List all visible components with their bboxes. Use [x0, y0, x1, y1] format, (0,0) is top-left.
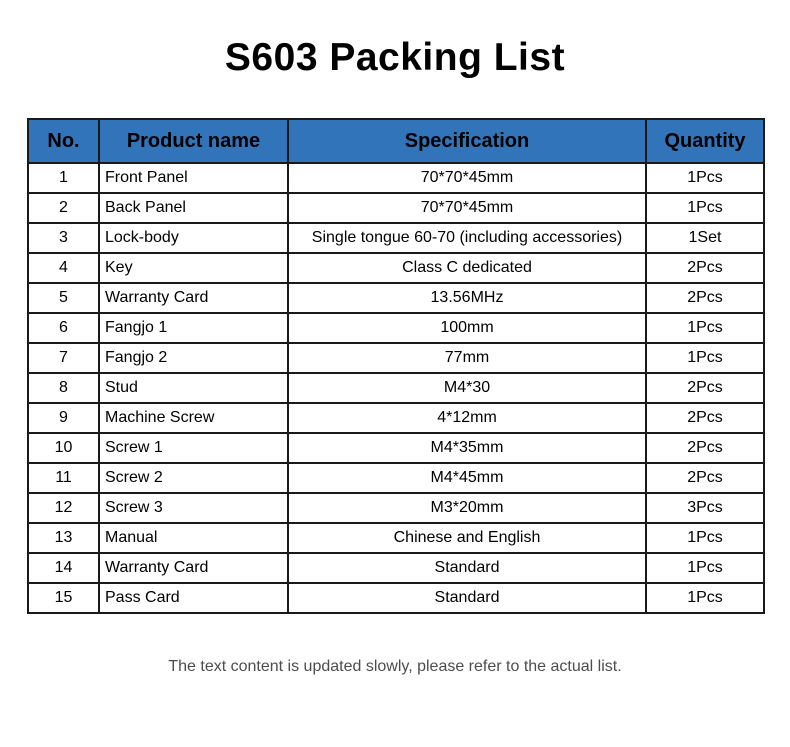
cell-specification: M4*30 — [288, 373, 646, 403]
column-header-quantity: Quantity — [646, 119, 764, 163]
cell-no: 12 — [28, 493, 99, 523]
cell-quantity: 2Pcs — [646, 463, 764, 493]
cell-specification: Class C dedicated — [288, 253, 646, 283]
cell-product-name: Fangjo 1 — [99, 313, 288, 343]
cell-no: 1 — [28, 163, 99, 193]
cell-quantity: 1Pcs — [646, 313, 764, 343]
cell-no: 7 — [28, 343, 99, 373]
cell-specification: M4*45mm — [288, 463, 646, 493]
packing-list-table — [27, 118, 765, 614]
cell-product-name: Lock-body — [99, 223, 288, 253]
cell-no: 13 — [28, 523, 99, 553]
table-row — [28, 523, 764, 553]
cell-product-name: Back Panel — [99, 193, 288, 223]
table-row — [28, 373, 764, 403]
table-row — [28, 553, 764, 583]
cell-specification: Chinese and English — [288, 523, 646, 553]
table-row — [28, 493, 764, 523]
cell-product-name: Warranty Card — [99, 553, 288, 583]
cell-product-name: Key — [99, 253, 288, 283]
cell-specification: 4*12mm — [288, 403, 646, 433]
cell-specification: 70*70*45mm — [288, 193, 646, 223]
table-row — [28, 193, 764, 223]
cell-quantity: 1Pcs — [646, 163, 764, 193]
cell-quantity: 2Pcs — [646, 253, 764, 283]
cell-product-name: Machine Screw — [99, 403, 288, 433]
footer-note: The text content is updated slowly, please refer to the actual list. — [168, 658, 622, 675]
cell-product-name: Stud — [99, 373, 288, 403]
table-row — [28, 253, 764, 283]
header-row — [28, 119, 764, 163]
cell-product-name: Manual — [99, 523, 288, 553]
table-row — [28, 343, 764, 373]
cell-specification: M4*35mm — [288, 433, 646, 463]
cell-quantity: 2Pcs — [646, 403, 764, 433]
cell-specification: M3*20mm — [288, 493, 646, 523]
cell-quantity: 2Pcs — [646, 433, 764, 463]
column-header-product-name: Product name — [99, 119, 288, 163]
cell-product-name: Warranty Card — [99, 283, 288, 313]
table-header — [28, 119, 764, 163]
cell-quantity: 1Pcs — [646, 193, 764, 223]
cell-specification: Single tongue 60-70 (including accessories) — [288, 223, 646, 253]
table-row — [28, 313, 764, 343]
cell-quantity: 1Set — [646, 223, 764, 253]
cell-product-name: Pass Card — [99, 583, 288, 613]
cell-specification: Standard — [288, 583, 646, 613]
cell-quantity: 2Pcs — [646, 373, 764, 403]
table-row — [28, 403, 764, 433]
table-row — [28, 163, 764, 193]
cell-no: 6 — [28, 313, 99, 343]
cell-no: 3 — [28, 223, 99, 253]
cell-product-name: Screw 2 — [99, 463, 288, 493]
cell-quantity: 1Pcs — [646, 523, 764, 553]
cell-quantity: 1Pcs — [646, 553, 764, 583]
cell-no: 9 — [28, 403, 99, 433]
table-row — [28, 283, 764, 313]
cell-product-name: Fangjo 2 — [99, 343, 288, 373]
table-row — [28, 433, 764, 463]
cell-specification: 13.56MHz — [288, 283, 646, 313]
table-body — [28, 163, 764, 613]
cell-no: 10 — [28, 433, 99, 463]
cell-quantity: 3Pcs — [646, 493, 764, 523]
cell-no: 5 — [28, 283, 99, 313]
table-row — [28, 463, 764, 493]
cell-specification: 77mm — [288, 343, 646, 373]
column-header-specification: Specification — [288, 119, 646, 163]
cell-no: 15 — [28, 583, 99, 613]
cell-specification: 70*70*45mm — [288, 163, 646, 193]
cell-quantity: 1Pcs — [646, 343, 764, 373]
page-title: S603 Packing List — [224, 36, 566, 79]
cell-quantity: 2Pcs — [646, 283, 764, 313]
table-row — [28, 223, 764, 253]
cell-specification: Standard — [288, 553, 646, 583]
cell-no: 14 — [28, 553, 99, 583]
cell-no: 4 — [28, 253, 99, 283]
cell-no: 2 — [28, 193, 99, 223]
cell-product-name: Screw 3 — [99, 493, 288, 523]
cell-no: 11 — [28, 463, 99, 493]
column-header-no: No. — [28, 119, 99, 163]
cell-product-name: Screw 1 — [99, 433, 288, 463]
cell-specification: 100mm — [288, 313, 646, 343]
table-row — [28, 583, 764, 613]
cell-no: 8 — [28, 373, 99, 403]
cell-product-name: Front Panel — [99, 163, 288, 193]
cell-quantity: 1Pcs — [646, 583, 764, 613]
